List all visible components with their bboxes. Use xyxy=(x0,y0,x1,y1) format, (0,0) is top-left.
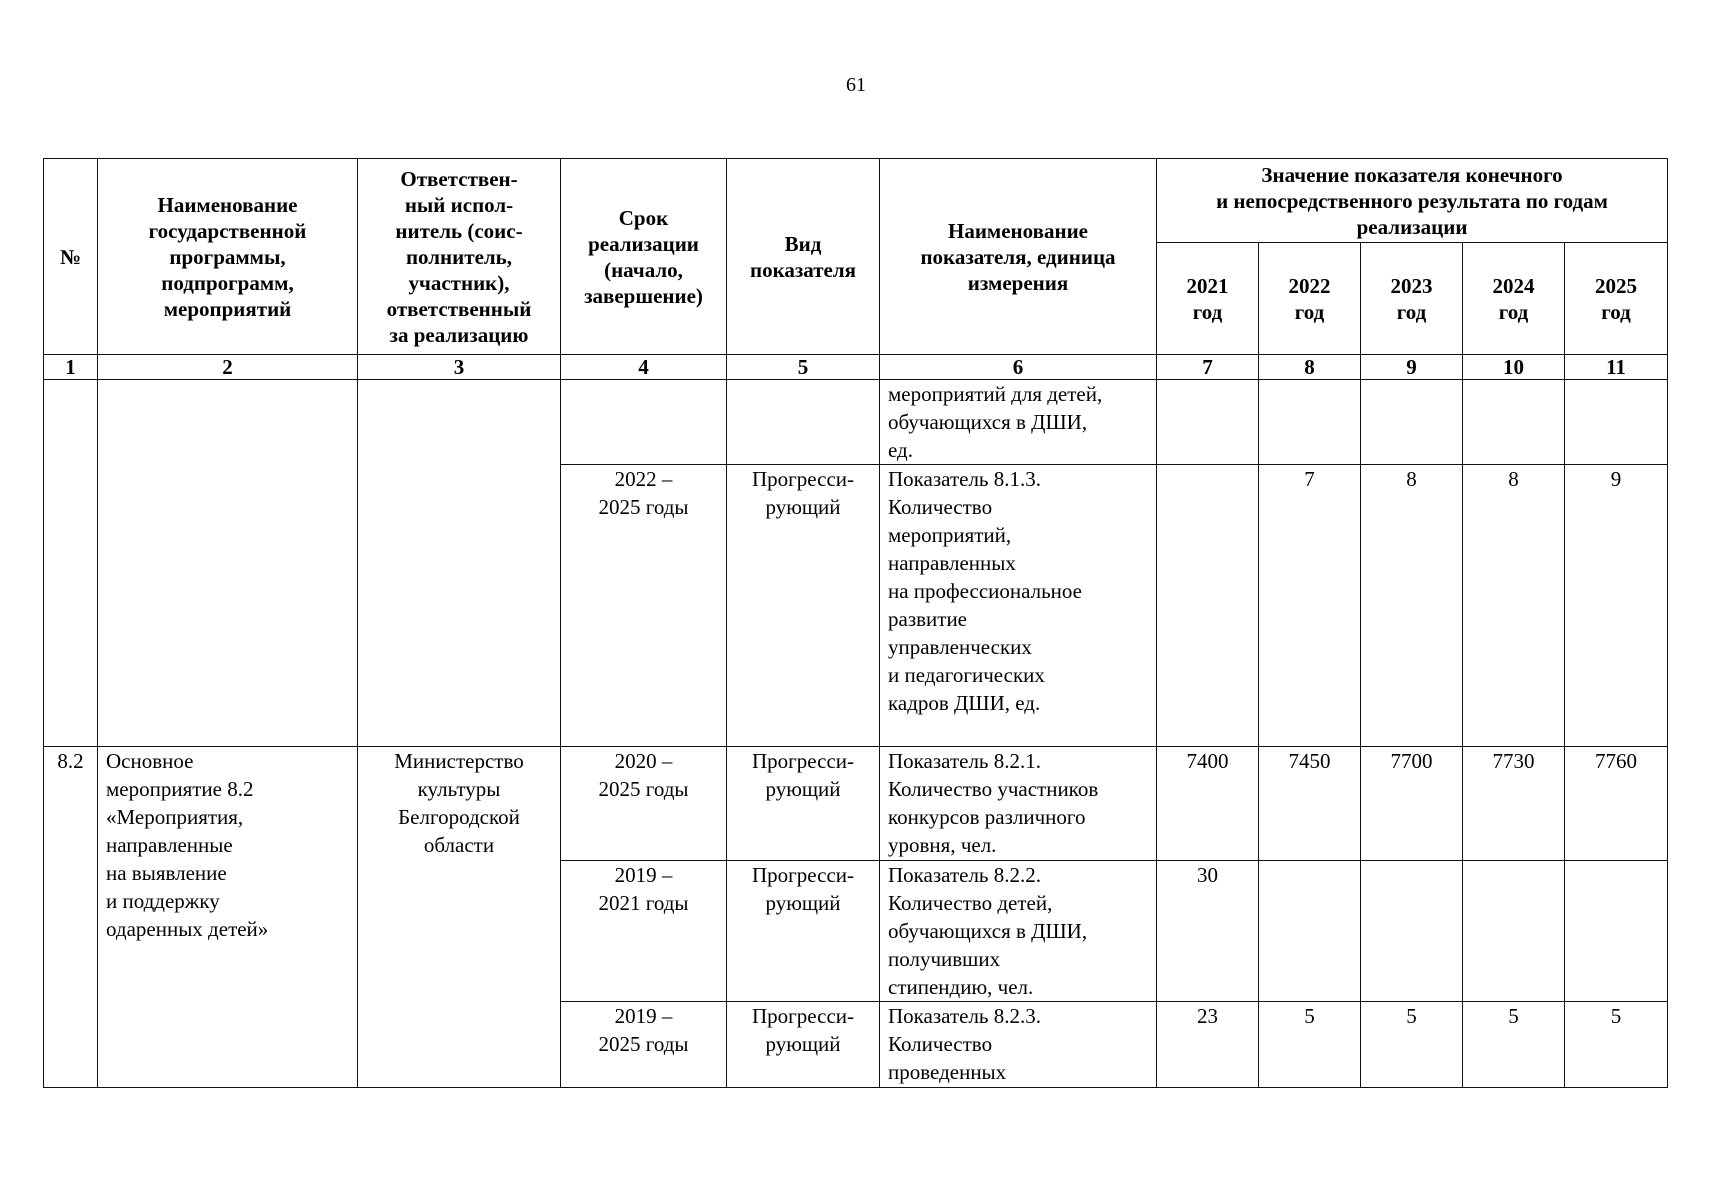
cell-value-2023 xyxy=(1361,861,1463,1002)
cell-value-2025: 7760 xyxy=(1565,747,1668,861)
page-number: 61 xyxy=(846,74,866,96)
cell-value-2025: 9 xyxy=(1565,465,1668,747)
column-number: 3 xyxy=(358,355,561,380)
cell-value-2023 xyxy=(1361,380,1463,465)
header-type: Вид показателя xyxy=(727,159,880,355)
column-number: 2 xyxy=(98,355,358,380)
cell-value-2021: 30 xyxy=(1157,861,1259,1002)
cell-indicator: Показатель 8.2.3. Количество проведенных xyxy=(880,1002,1157,1088)
cell-value-2021 xyxy=(1157,380,1259,465)
cell-value-2025 xyxy=(1565,861,1668,1002)
cell-indicator: Показатель 8.1.3. Количество мероприятий, направленных на профессиональное развитие управленческих и педагогических кадров ДШИ, ед. xyxy=(880,465,1157,747)
cell-type: Прогресси- рующий xyxy=(727,861,880,1002)
cell-responsible xyxy=(358,380,561,747)
cell-value-2022 xyxy=(1259,861,1361,1002)
header-responsible: Ответствен- ный испол- нитель (соис- полнитель, участник), ответственный за реализацию xyxy=(358,159,561,355)
cell-value-2025: 5 xyxy=(1565,1002,1668,1088)
cell-value-2022: 5 xyxy=(1259,1002,1361,1088)
cell-value-2023: 8 xyxy=(1361,465,1463,747)
header-year-2023: 2023 год xyxy=(1361,243,1463,355)
cell-value-2021 xyxy=(1157,465,1259,747)
cell-responsible: Министерство культуры Белгородской области xyxy=(358,747,561,1088)
cell-value-2022: 7 xyxy=(1259,465,1361,747)
column-number: 11 xyxy=(1565,355,1668,380)
cell-value-2024 xyxy=(1463,380,1565,465)
cell-value-2023: 5 xyxy=(1361,1002,1463,1088)
cell-no xyxy=(44,380,98,747)
cell-value-2024: 5 xyxy=(1463,1002,1565,1088)
cell-value-2022: 7450 xyxy=(1259,747,1361,861)
indicators-table xyxy=(43,158,1668,1088)
cell-period: 2022 – 2025 годы xyxy=(561,465,727,747)
cell-value-2021: 23 xyxy=(1157,1002,1259,1088)
header-values: Значение показателя конечного и непосредственного результата по годам реализации xyxy=(1157,159,1668,243)
column-number: 10 xyxy=(1463,355,1565,380)
column-number: 9 xyxy=(1361,355,1463,380)
cell-value-2024 xyxy=(1463,861,1565,1002)
cell-period: 2019 – 2021 годы xyxy=(561,861,727,1002)
column-number: 4 xyxy=(561,355,727,380)
cell-program: Основное мероприятие 8.2 «Мероприятия, направленные на выявление и поддержку одаренных детей» xyxy=(98,747,358,1088)
header-indicator: Наименование показателя, единица измерения xyxy=(880,159,1157,355)
header-program: Наименование государственной программы, подпрограмм, мероприятий xyxy=(98,159,358,355)
cell-type: Прогресси- рующий xyxy=(727,465,880,747)
cell-program xyxy=(98,380,358,747)
column-number: 5 xyxy=(727,355,880,380)
column-number: 7 xyxy=(1157,355,1259,380)
column-number: 1 xyxy=(44,355,98,380)
cell-value-2024: 7730 xyxy=(1463,747,1565,861)
cell-value-2023: 7700 xyxy=(1361,747,1463,861)
header-year-2022: 2022 год xyxy=(1259,243,1361,355)
column-number: 8 xyxy=(1259,355,1361,380)
cell-indicator: мероприятий для детей, обучающихся в ДШИ, ед. xyxy=(880,380,1157,465)
cell-period xyxy=(561,380,727,465)
cell-indicator: Показатель 8.2.1. Количество участников конкурсов различного уровня, чел. xyxy=(880,747,1157,861)
table-row xyxy=(44,380,1668,465)
header-no: № xyxy=(44,159,98,355)
column-number: 6 xyxy=(880,355,1157,380)
cell-value-2022 xyxy=(1259,380,1361,465)
cell-type: Прогресси- рующий xyxy=(727,747,880,861)
cell-type xyxy=(727,380,880,465)
header-year-2021: 2021 год xyxy=(1157,243,1259,355)
cell-no: 8.2 xyxy=(44,747,98,1088)
cell-indicator: Показатель 8.2.2. Количество детей, обучающихся в ДШИ, получивших стипендию, чел. xyxy=(880,861,1157,1002)
cell-type: Прогресси- рующий xyxy=(727,1002,880,1088)
cell-value-2021: 7400 xyxy=(1157,747,1259,861)
cell-period: 2020 – 2025 годы xyxy=(561,747,727,861)
cell-period: 2019 – 2025 годы xyxy=(561,1002,727,1088)
table-row xyxy=(44,747,1668,861)
header-year-2024: 2024 год xyxy=(1463,243,1565,355)
header-period: Срок реализации (начало, завершение) xyxy=(561,159,727,355)
cell-value-2025 xyxy=(1565,380,1668,465)
cell-value-2024: 8 xyxy=(1463,465,1565,747)
header-year-2025: 2025 год xyxy=(1565,243,1668,355)
